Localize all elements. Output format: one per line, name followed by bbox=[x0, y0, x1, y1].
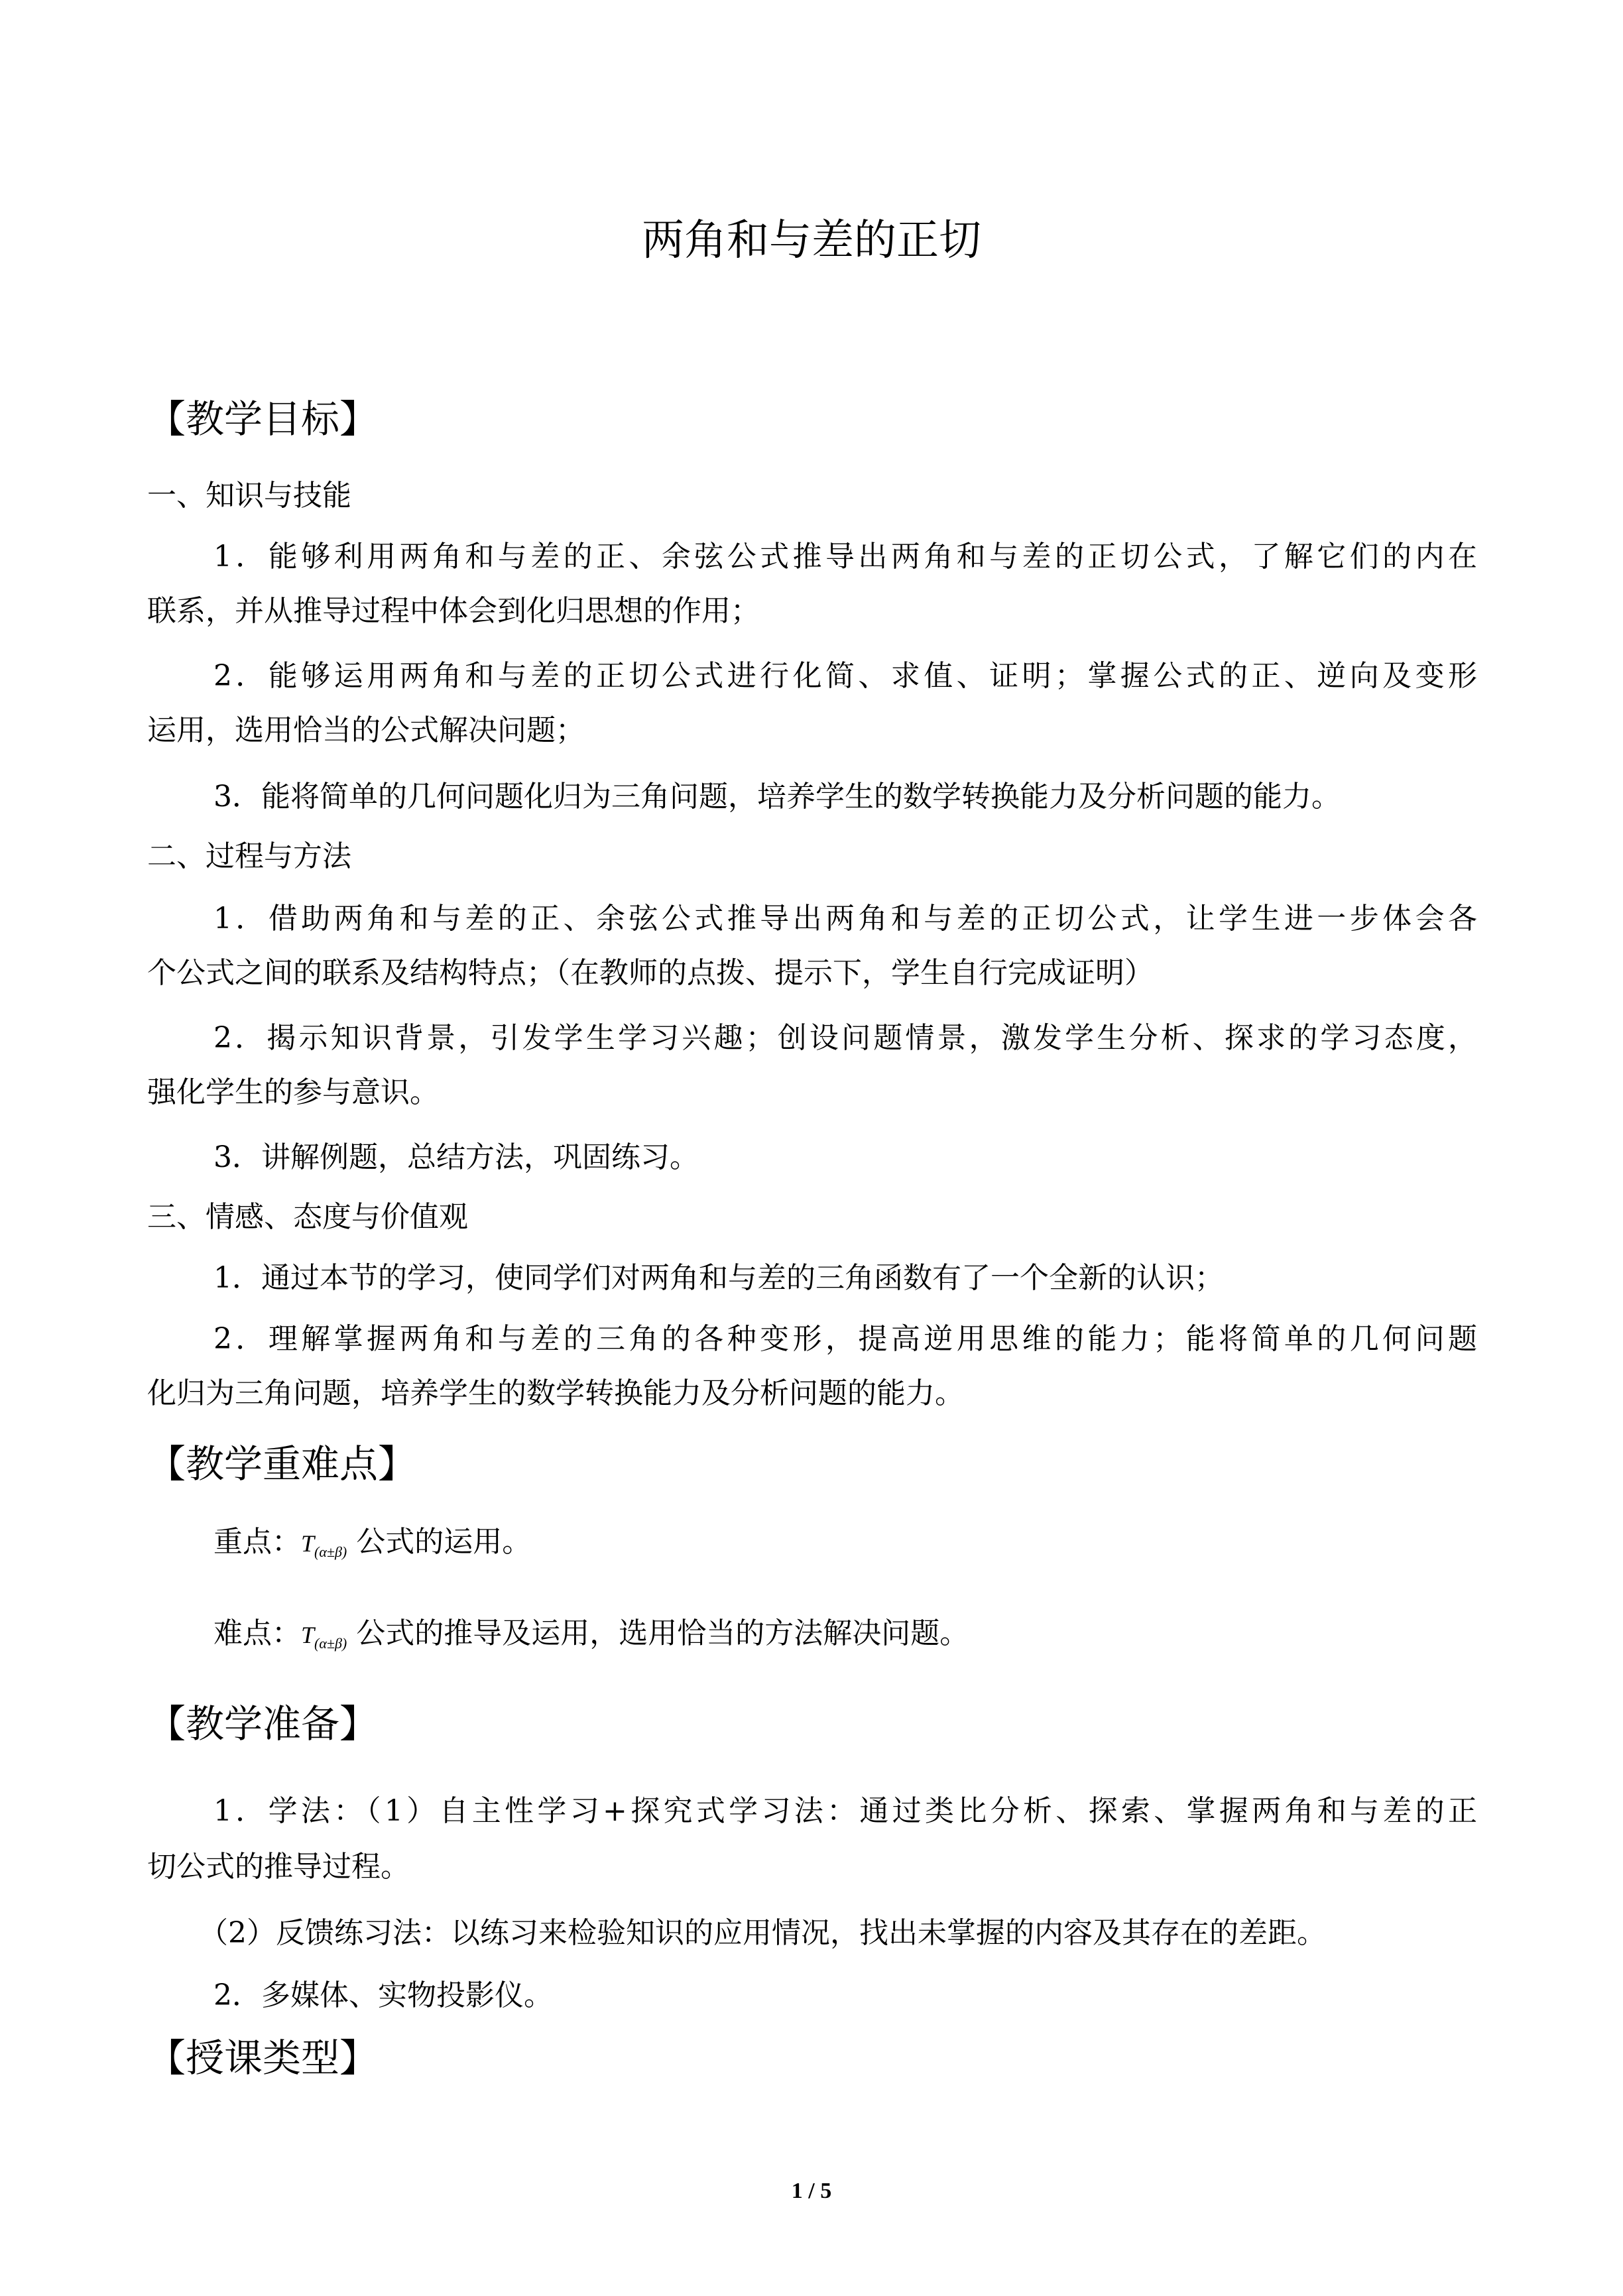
paragraph-line: 3．能将简单的几何问题化归为三角问题，培养学生的数学转换能力及分析问题的能力。 bbox=[213, 780, 1341, 814]
subheading-values: 三、情感、态度与价值观 bbox=[147, 1200, 468, 1234]
difficult-point-line bbox=[213, 1614, 969, 1663]
section-heading-prep: 【教学准备】 bbox=[147, 1701, 379, 1746]
subheading-process: 二、过程与方法 bbox=[147, 839, 351, 873]
subheading-knowledge: 一、知识与技能 bbox=[147, 479, 351, 513]
paragraph-line: 切公式的推导过程。 bbox=[147, 1850, 410, 1884]
paragraph-line: 1．能够利用两角和与差的正、余弦公式推导出两角和与差的正切公式，了解它们的内在 bbox=[213, 540, 1477, 574]
paragraph-line: 2．揭示知识背景，引发学生学习兴趣；创设问题情景，激发学生分析、探求的学习态度， bbox=[213, 1021, 1477, 1055]
formula-t bbox=[301, 1622, 347, 1652]
paragraph-line: 2．理解掌握两角和与差的三角的各种变形，提高逆用思维的能力；能将简单的几何问题 bbox=[213, 1322, 1477, 1356]
formula-subscript: (α±β) bbox=[314, 1635, 347, 1652]
paragraph-line: 运用，选用恰当的公式解决问题； bbox=[147, 713, 585, 747]
section-heading-type: 【授课类型】 bbox=[147, 2035, 379, 2081]
difficult-point-text: 公式的推导及运用，选用恰当的方法解决问题。 bbox=[356, 1616, 969, 1650]
key-point-line bbox=[213, 1522, 531, 1572]
page-number: 1 / 5 bbox=[791, 2179, 832, 2203]
key-point-text: 公式的运用。 bbox=[356, 1525, 532, 1559]
paragraph-line: 1．通过本节的学习，使同学们对两角和与差的三角函数有了一个全新的认识； bbox=[213, 1261, 1224, 1295]
paragraph-line: 化归为三角问题，培养学生的数学转换能力及分析问题的能力。 bbox=[147, 1376, 964, 1410]
paragraph-line: 1．学法：（1）自主性学习+探究式学习法：通过类比分析、探索、掌握两角和与差的正 bbox=[213, 1794, 1477, 1828]
formula-letter: T bbox=[301, 1622, 315, 1648]
paragraph-line: （2）反馈练习法：以练习来检验知识的应用情况，找出未掌握的内容及其存在的差距。 bbox=[199, 1916, 1326, 1950]
formula-t bbox=[301, 1530, 347, 1561]
difficult-point-label: 难点： bbox=[213, 1616, 301, 1650]
paragraph-line: 3．讲解例题，总结方法，巩固练习。 bbox=[213, 1140, 699, 1174]
page-title: 两角和与差的正切 bbox=[642, 216, 981, 265]
paragraph-line: 联系，并从推导过程中体会到化归思想的作用； bbox=[147, 594, 760, 628]
formula-subscript: (α±β) bbox=[314, 1543, 347, 1561]
paragraph-line: 个公式之间的联系及结构特点；（在教师的点拨、提示下，学生自行完成证明） bbox=[147, 956, 1154, 990]
paragraph-line: 1．借助两角和与差的正、余弦公式推导出两角和与差的正切公式，让学生进一步体会各 bbox=[213, 902, 1477, 936]
section-heading-keypoints: 【教学重难点】 bbox=[147, 1441, 417, 1486]
paragraph-line: 2．多媒体、实物投影仪。 bbox=[213, 1978, 553, 2012]
section-heading-goals: 【教学目标】 bbox=[147, 396, 379, 442]
paragraph-line: 2．能够运用两角和与差的正切公式进行化简、求值、证明；掌握公式的正、逆向及变形 bbox=[213, 659, 1477, 693]
key-point-label: 重点： bbox=[213, 1525, 301, 1559]
paragraph-line: 强化学生的参与意识。 bbox=[147, 1075, 439, 1109]
formula-letter: T bbox=[301, 1530, 315, 1557]
